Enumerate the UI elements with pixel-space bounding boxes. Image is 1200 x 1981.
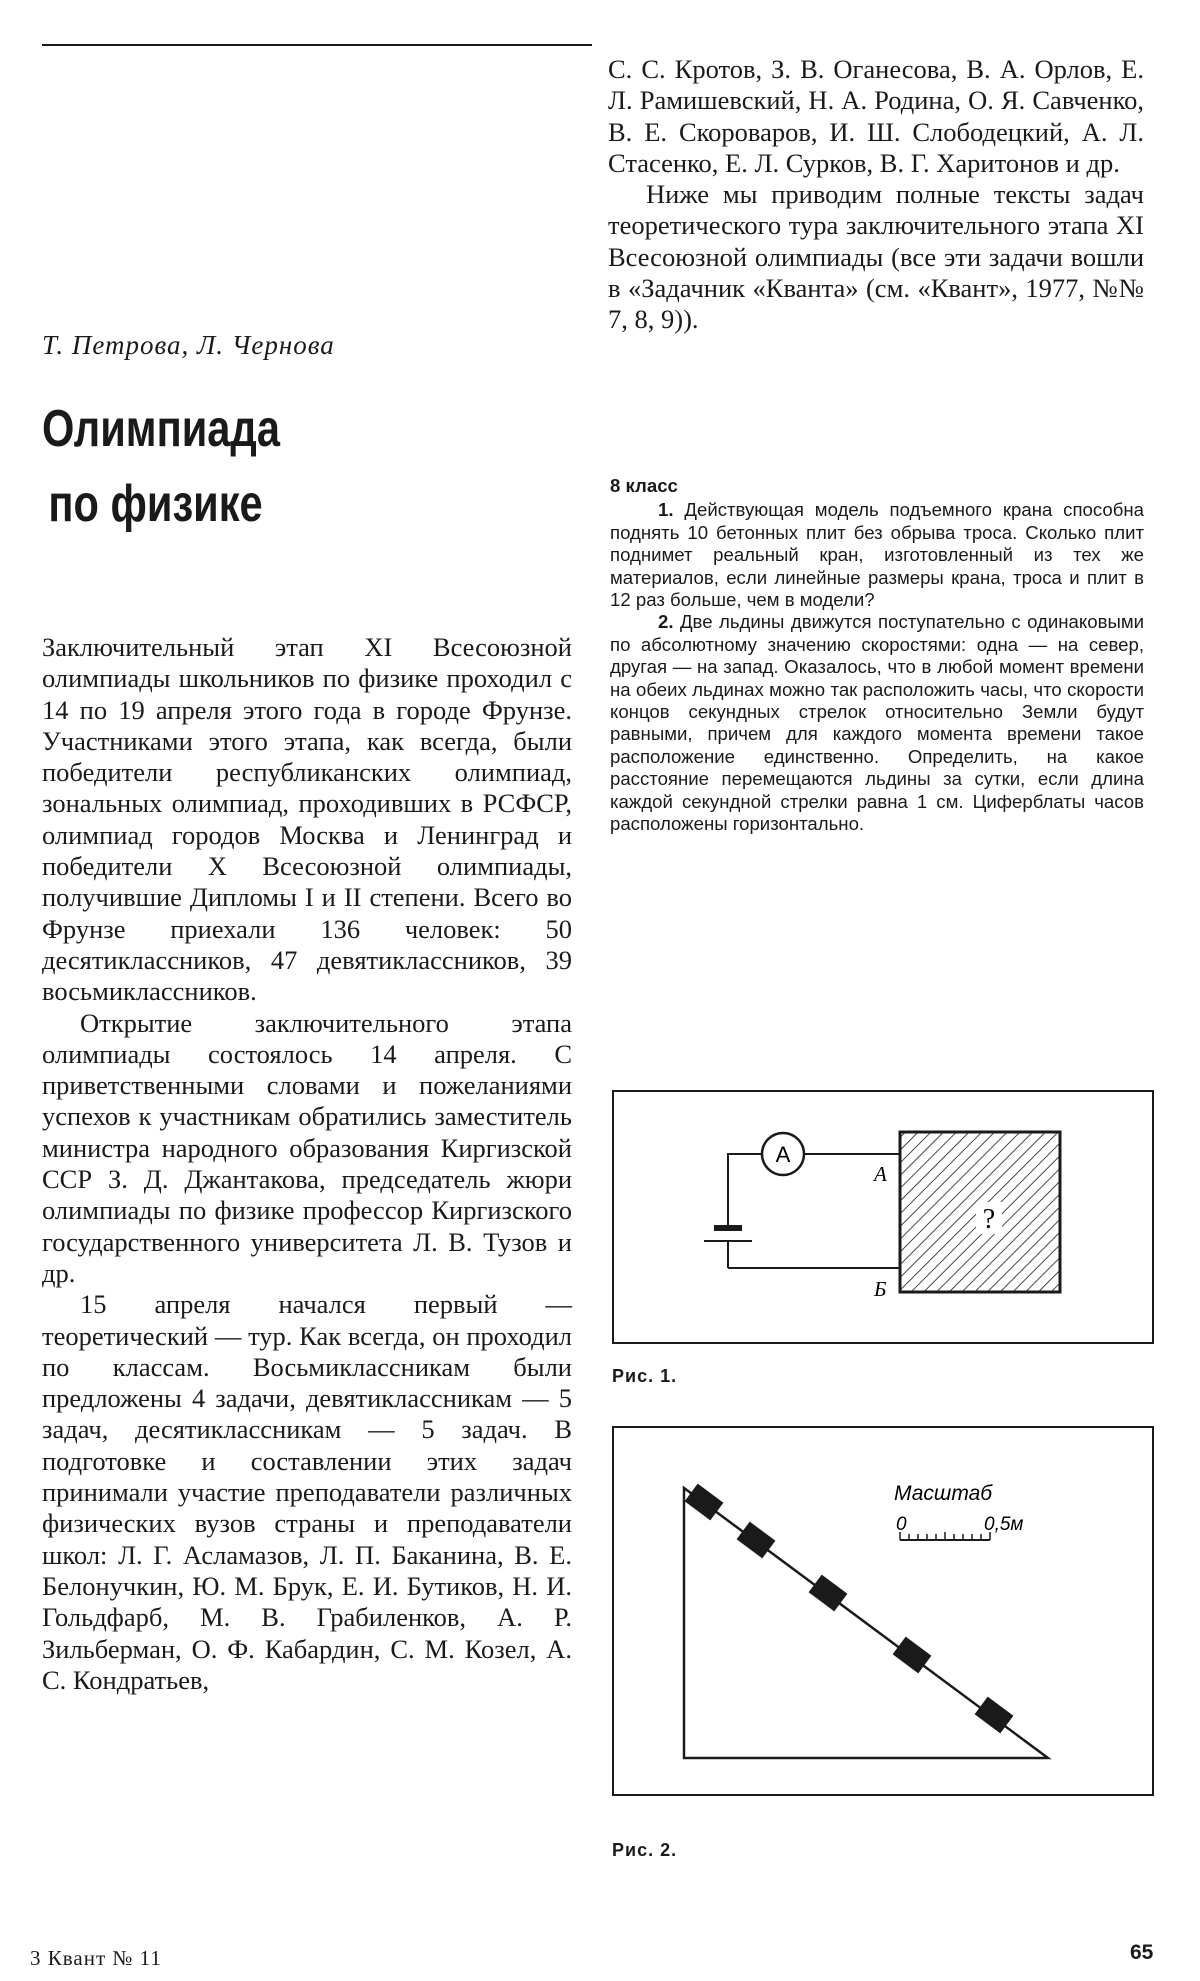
problem-1: [610, 499, 1144, 611]
right-column: [608, 54, 1144, 336]
top-rule: [42, 44, 592, 46]
paragraph-problems-intro: Ниже мы приводим полные тексты задач теоретического тура заключительного этапа XI Всесоюзной олимпиады (все эти задачи вошли в «Задачник «Кванта» (см. «Квант», 1977, №№ 7, 8, 9)).: [608, 179, 1144, 335]
problem-text: Действующая модель подъемного крана способна поднять 10 бетонных плит без обрыва троса. Сколько плит поднимет реальный кран, изготовленный из тех же материалов, если линейные размеры крана, троса и плит в 12 раз больше, чем в модели?: [610, 499, 1144, 611]
incline-diagram: [614, 1428, 1152, 1794]
problem-2: [610, 611, 1144, 835]
paragraph-first-round: 15 апреля начался первый — теоретический — тур. Как всегда, он проходил по классам. Восьмиклассникам были предложены 4 задачи, девятиклассникам — 5 задач, десятиклассникам — 5 задач. В подготовке и составлении этих задач принимали участие преподаватели различных физических вузов страны и преподаватели школ: Л. Г. Асламазов, Л. П. Баканина, В. Е. Белонучкин, Ю. М. Брук, Е. И. Бутиков, Н. И. Гольдфарб, М. В. Грабиленков, А. Р. Зильберман, О. Ф. Кабардин, С. М. Козел, А. С. Кондратьев,: [42, 1289, 572, 1695]
paragraph-continued-names: С. С. Кротов, З. В. Оганесова, В. А. Орлов, Е. Л. Рамишевский, Н. А. Родина, О. Я. Савченко, В. Е. Скороваров, И. Ш. Слободецкий, А. Л. Стасенко, Е. Л. Сурков, В. Г. Харитонов и др.: [608, 54, 1144, 178]
problems-section: [610, 475, 1144, 836]
problem-number: 1.: [658, 499, 674, 521]
scale-end-label: 0,5м: [984, 1514, 1024, 1535]
circuit-diagram: [614, 1092, 1152, 1342]
scale-title: Масштаб: [894, 1482, 993, 1505]
authors: Т. Петрова, Л. Чернова: [42, 330, 335, 360]
paragraph-intro: Заключительный этап XI Всесоюзной олимпиады школьников по физике проходил с 14 по 19 апреля этого года в городе Фрунзе. Участниками этого этапа, как всегда, были победители республиканских олимпиад, зональных олимпиад, проходивших в РСФСР, олимпиад городов Москва и Ленинград и победители X Всесоюзной олимпиады, получившие Дипломы I и II степени. Всего во Фрунзе приехали 136 человек: 50 десятиклассников, 47 девятиклассников, 39 восьмиклассников.: [42, 632, 572, 1007]
left-column: [42, 632, 572, 1696]
paragraph-opening: Открытие заключительного этапа олимпиады состоялось 14 апреля. С приветственными словами и пожеланиями успехов к участникам обратились заместитель министра народного образования Киргизской ССР З. Д. Джантакова, председатель жюри олимпиады по физике профессор Киргизского государственного университета Л. В. Тузов и др.: [42, 1007, 572, 1288]
figure-2-caption: Рис. 2.: [612, 1840, 678, 1860]
figure-2: [612, 1426, 1154, 1796]
problem-number: 2.: [658, 611, 674, 633]
footer-issue: 3 Квант № 11: [30, 1946, 162, 1970]
page-number: 65: [1130, 1941, 1154, 1964]
title-line-2: по физике: [48, 475, 263, 534]
terminal-b-label: Б: [874, 1277, 887, 1301]
unknown-label: ?: [982, 1204, 996, 1235]
figure-1: [612, 1090, 1154, 1344]
figure-1-caption: Рис. 1.: [612, 1366, 678, 1386]
scale-zero-label: 0: [896, 1514, 907, 1535]
scale-ticks: [900, 1532, 990, 1540]
wire-top-left: [728, 1154, 762, 1228]
problem-text: Две льдины движутся поступательно с одинаковыми по абсолютному значению скоростями: одна — на север, другая — на запад. Оказалось, что в любой момент времени на обеих льдинах можно так расположить часы, что скорости концов секундных стрелок относительно Земли будут равными, причем для каждого момента времени такое расположение единственно. Определить, на какое расстояние перемещаются льдины за сутки, если длина каждой секундной стрелки равна 1 см. Циферблаты часов расположены горизонтально.: [610, 611, 1144, 835]
block-1: [685, 1484, 724, 1521]
title-line-1: Олимпиада: [42, 400, 280, 458]
section-heading: 8 класс: [610, 475, 678, 496]
article-title: [42, 392, 280, 543]
terminal-a-label: А: [874, 1162, 887, 1186]
ammeter-label: A: [775, 1142, 791, 1167]
